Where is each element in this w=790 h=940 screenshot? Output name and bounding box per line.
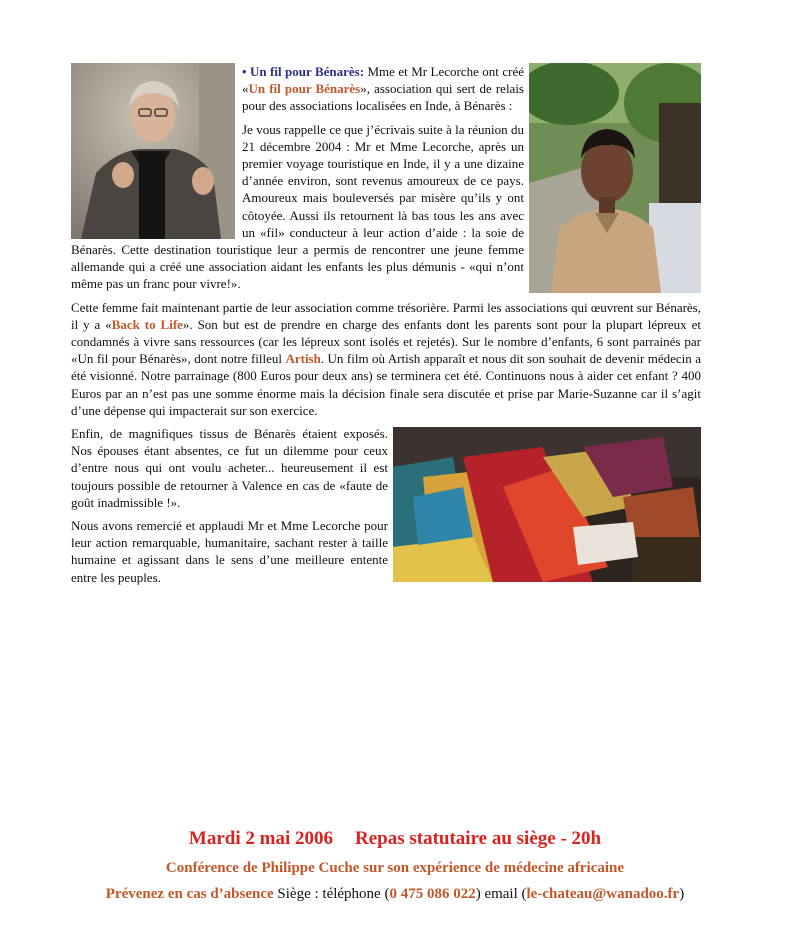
association-text-a: Cette femme fait maintenant partie de leur association comme trésorière. Parmi les associations qui œuvrent sur Bénarès, il y a « <box>71 299 701 332</box>
recall-paragraph: Je vous rappelle ce que j’écrivais suite à la réunion du 21 décembre 2004 : Mr et Mme Lecorche, après un premier voyage touristique en Inde, il y a une dizaine d’année environ, sont revenus amoureux de ce pays. Amoureux mais bouleversés par misère qu’ils y ont côtoyée. Aussi ils retournent là bas tous les ans avec un «fil» conducteur à leur action d’aide : la soie de Bénarès. Cette destination touristique leur a permis de rencontrer une jeune femme allemande qui a créé une association aidant les enfants les plus démunis - «qui n’ont même pas un franc pour vivre!». <box>71 121 524 292</box>
email-prefix: ) email ( <box>475 886 527 902</box>
fabrics-photo <box>393 427 701 582</box>
section-title: • Un fil pour Bénarès: <box>242 64 365 79</box>
email-suffix: ) <box>679 886 685 902</box>
artish-link[interactable]: Artish <box>285 351 321 367</box>
intro-text-a: Mme et Mr Lecorche ont créé « <box>242 64 524 97</box>
boy-photo <box>529 63 701 293</box>
phone-number[interactable]: 0 475 086 022 <box>389 886 476 902</box>
association-text-b: ». Son but est de prendre en charge des enfants dont les parents sont pour la plupart lépreux et condamnés à vivre sans ressources (car les lépreux sont isolés et rejetés). Sur le nombre d’enfants, 6 sont parrainés par «Un fil pour Bénarès», dont notre filleul <box>71 316 701 367</box>
article-column <box>71 63 701 592</box>
thanks-paragraph: Nous avons remercié et applaudi Mr et Mme Lecorche pour leur action remarquable, humanitaire, sachant rester à taille humaine et agissant dans le sens d’une meilleure entente entre les peuples. <box>71 518 388 585</box>
email-link[interactable]: le-chateau@wanadoo.fr <box>526 886 680 902</box>
meeting-date: Mardi 2 mai 2006 <box>188 828 333 849</box>
association-text-c: . Un film où Artish apparaît et nous dit son souhait de devenir médecin a été visionné. Notre parrainage (800 Euros pour deux ans) se terminera cet été. Continuons nous à aider cet enfant ? 400 Euros par an n’est pas une somme énorme mais la décision finale sera discutée et prise par Marie-Suzanne car il s’agit d’une dépense qui impacterait sur son exercice. <box>71 351 701 418</box>
speaker-photo <box>71 63 235 239</box>
association-name-link[interactable]: Un fil pour Bénarès <box>248 81 361 97</box>
association-paragraph <box>71 299 701 419</box>
intro-text-b: », association qui sert de relais pour des associations localisées en Inde, à Bénarès : <box>242 81 524 114</box>
absence-warning: Prévenez en cas d’absence <box>105 886 274 902</box>
fabrics-paragraph: Enfin, de magnifiques tissus de Bénarès étaient exposés. Nos épouses étant absentes, ce fut un dilemme pour ceux d’entre nous qui ont voulu acheter... heureusement il est toujours possible de retourner à Valence en cas de «faute de goût inadmissible !». <box>71 426 388 510</box>
meeting-event: Repas statutaire au siège - 20h <box>354 828 602 849</box>
phone-prefix: Siège : téléphone ( <box>273 886 390 902</box>
conference-line: Conférence de Philippe Cuche sur son expérience de médecine africaine <box>165 860 625 876</box>
next-meeting-line <box>0 828 790 850</box>
back-to-life-link[interactable]: Back to Life <box>111 316 183 332</box>
contact-line <box>0 886 790 903</box>
